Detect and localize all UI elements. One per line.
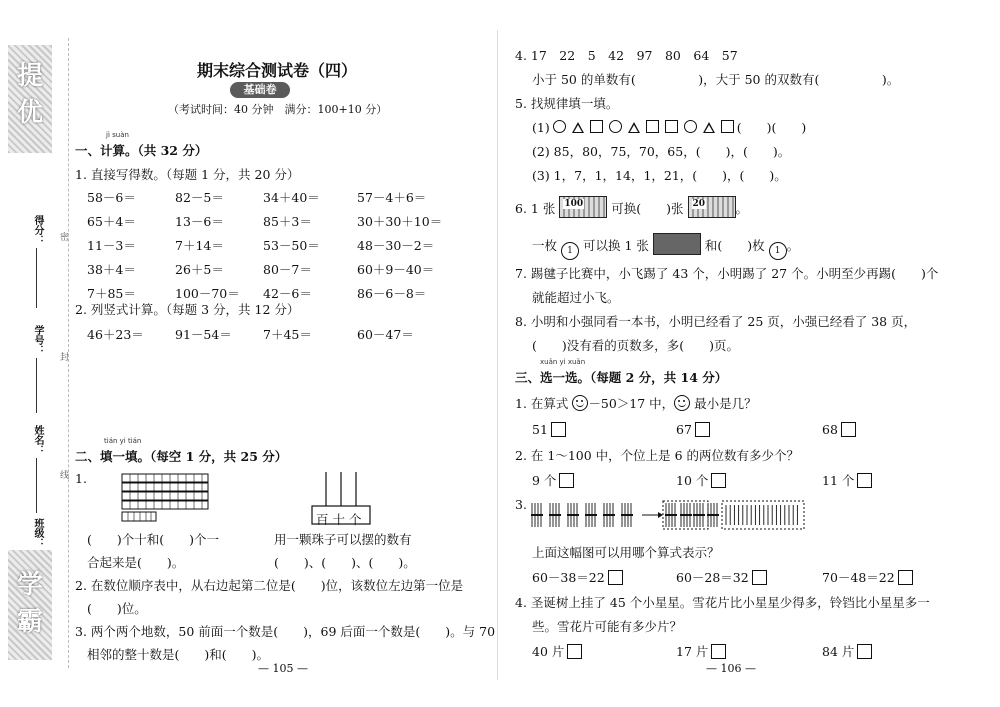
c1-mid: －50＞17 中， bbox=[588, 396, 675, 411]
smiley-face-icon bbox=[572, 395, 588, 411]
coin-1-yuan-icon: 1 bbox=[561, 242, 579, 260]
score-field-line bbox=[36, 248, 37, 308]
q5-title: 5. 找规律填一填。 bbox=[515, 96, 619, 111]
section1-pinyin: jì suàn bbox=[106, 131, 129, 139]
calc-item: 80－7＝ bbox=[263, 262, 312, 277]
answer-box[interactable] bbox=[695, 422, 710, 437]
calc-item: 7＋14＝ bbox=[175, 238, 224, 253]
c4-option-label: 17 片 bbox=[676, 644, 709, 659]
calc-item: 11－3＝ bbox=[87, 238, 136, 253]
c3-option[interactable] bbox=[822, 568, 913, 586]
vertical-calc-item: 7＋45＝ bbox=[263, 327, 312, 342]
q5-line1 bbox=[532, 118, 806, 136]
banknote-100-value: 100 bbox=[564, 199, 584, 209]
base-ten-blocks-figure bbox=[118, 470, 228, 528]
fill1-line-c: 用一颗珠子可以摆的数有 bbox=[274, 532, 412, 547]
calc-item: 53－50＝ bbox=[263, 238, 320, 253]
q8-line-b: ( )没有看的页数多，多( )页。 bbox=[532, 338, 740, 353]
c2-option-label: 9 个 bbox=[532, 473, 557, 488]
q6-b-pre: 一枚 bbox=[532, 238, 558, 253]
c3-question: 上面这幅图可以用哪个算式表示？ bbox=[532, 545, 720, 560]
page-number-right: — 106 — bbox=[706, 662, 756, 675]
square-shape-icon bbox=[665, 120, 678, 133]
c1-pre: 1. 在算式 bbox=[515, 396, 569, 411]
c2-option-label: 11 个 bbox=[822, 473, 855, 488]
tri-shape-icon bbox=[703, 122, 715, 133]
score-field-label: 得分： bbox=[32, 215, 43, 245]
exam-level-badge: 基础卷 bbox=[230, 82, 290, 98]
shape-sequence bbox=[550, 120, 737, 135]
fill1-line-a: ( )个十和( )个一 bbox=[87, 532, 220, 547]
c1-end: 最小是几？ bbox=[694, 396, 757, 411]
square-shape-icon bbox=[721, 120, 734, 133]
c3-option-label: 70－48＝22 bbox=[822, 570, 895, 585]
q5-line1-prefix: (1) bbox=[532, 120, 550, 135]
calc-item: 82－5＝ bbox=[175, 190, 224, 205]
answer-box[interactable] bbox=[711, 644, 726, 659]
calc-item: 7＋85＝ bbox=[87, 286, 136, 301]
q5-line1-suffix: ( )( ) bbox=[736, 120, 807, 135]
c4-option-label: 40 片 bbox=[532, 644, 565, 659]
banknote-100-icon bbox=[559, 196, 607, 218]
answer-box[interactable] bbox=[711, 473, 726, 488]
exam-title: 期末综合测试卷（四） bbox=[197, 61, 358, 80]
answer-box[interactable] bbox=[559, 473, 574, 488]
answer-box[interactable] bbox=[551, 422, 566, 437]
coin-1-icon: 1 bbox=[769, 242, 787, 260]
circle-shape-icon bbox=[609, 120, 622, 133]
answer-box[interactable] bbox=[567, 644, 582, 659]
binding-sidebar bbox=[0, 0, 68, 707]
answer-box[interactable] bbox=[608, 570, 623, 585]
name-field-label: 姓名： bbox=[32, 425, 43, 455]
sidebar-bottom-banner bbox=[8, 550, 52, 660]
fill2-line-b: ( )位。 bbox=[87, 601, 147, 616]
q6-b-mid: 可以换 1 张 bbox=[582, 238, 649, 253]
sidebar-bottom-label: 学霸 bbox=[16, 570, 43, 637]
abacus-place-labels: 百十个 bbox=[316, 512, 366, 527]
q7-line-a: 7. 踢毽子比赛中，小飞踢了 43 个，小明踢了 27 个。小明至少再踢( )个 bbox=[515, 266, 939, 281]
c3-option[interactable] bbox=[532, 568, 623, 586]
c1-option-label: 68 bbox=[822, 422, 838, 437]
answer-box[interactable] bbox=[752, 570, 767, 585]
q1-instruction: 1. 直接写得数。（每题 1 分，共 20 分） bbox=[75, 167, 300, 182]
c3-option-label: 60－28＝32 bbox=[676, 570, 749, 585]
q4-text: 小于 50 的单数有( )，大于 50 的双数有( )。 bbox=[532, 72, 900, 87]
q6-b-end: 。 bbox=[786, 238, 800, 253]
calc-item: 60＋9－40＝ bbox=[357, 262, 435, 277]
c2-option[interactable] bbox=[822, 471, 872, 489]
seal-char-xian: 线 bbox=[60, 471, 70, 481]
c2-option[interactable] bbox=[532, 471, 574, 489]
c1-question bbox=[515, 394, 757, 412]
c4-line-a: 4. 圣诞树上挂了 45 个小星星。雪花片比小星星少得多，铃铛比小星星多一 bbox=[515, 595, 930, 610]
calc-item: 38＋4＝ bbox=[87, 262, 136, 277]
section3-heading: 三、选一选。（每题 2 分，共 14 分） bbox=[515, 370, 728, 385]
fill1-line-b: 合起来是( )。 bbox=[87, 555, 185, 570]
seal-char-mi: 密 bbox=[60, 233, 70, 243]
student-id-field-line bbox=[36, 358, 37, 413]
calc-item: 30＋30＋10＝ bbox=[357, 214, 443, 229]
q8-line-a: 8. 小明和小强同看一本书，小明已经看了 25 页，小强已经看了 38 页， bbox=[515, 314, 917, 329]
c1-option[interactable] bbox=[676, 422, 710, 437]
c3-option-label: 60－38＝22 bbox=[532, 570, 605, 585]
section3-pinyin: xuǎn yi xuǎn bbox=[540, 358, 586, 366]
fill1-line-d: ( )、( )、( )。 bbox=[274, 555, 416, 570]
fill2-line-a: 2. 在数位顺序表中，从右边起第二位是( )位，该数位左边第一位是 bbox=[75, 578, 464, 593]
section1-heading: 一、计算。（共 32 分） bbox=[75, 143, 208, 158]
c3-option[interactable] bbox=[676, 568, 767, 586]
square-shape-icon bbox=[590, 120, 603, 133]
c4-option[interactable] bbox=[676, 642, 726, 660]
q2-instruction: 2. 列竖式计算。（每题 3 分，共 12 分） bbox=[75, 302, 300, 317]
c1-option[interactable] bbox=[822, 422, 856, 437]
calc-item: 65＋4＝ bbox=[87, 214, 136, 229]
c4-line-b: 些。雪花片可能有多少片？ bbox=[532, 619, 683, 634]
smiley-face-icon bbox=[674, 395, 690, 411]
vertical-calc-item: 91－54＝ bbox=[175, 327, 232, 342]
answer-box[interactable] bbox=[841, 422, 856, 437]
circle-shape-icon bbox=[553, 120, 566, 133]
calc-item: 86－6－8＝ bbox=[357, 286, 427, 301]
page-divider bbox=[497, 30, 498, 680]
q5-line3: (3) 1，7，1，14，1，21，( )，( )。 bbox=[532, 168, 787, 183]
banknote-icon bbox=[653, 233, 701, 255]
c3-number: 3. bbox=[515, 497, 527, 512]
section2-heading: 二、填一填。（每空 1 分，共 25 分） bbox=[75, 449, 288, 464]
name-field-line bbox=[36, 458, 37, 513]
q6-a-mid: 可换( )张 bbox=[611, 201, 684, 216]
calc-item: 34＋40＝ bbox=[263, 190, 320, 205]
banknote-20-value: 20 bbox=[692, 199, 706, 209]
calc-item: 57－4＋6＝ bbox=[357, 190, 427, 205]
answer-box[interactable] bbox=[898, 570, 913, 585]
calc-item: 13－6＝ bbox=[175, 214, 224, 229]
c1-option[interactable] bbox=[532, 422, 566, 437]
c2-question: 2. 在 1～100 中，个位上是 6 的两位数有多少个？ bbox=[515, 448, 800, 463]
c1-option-label: 67 bbox=[676, 422, 692, 437]
q4-number-list: 4. 17 22 5 42 97 80 64 57 bbox=[515, 48, 738, 63]
fill3-line-a: 3. 两个两个地数，50 前面一个数是( )，69 后面一个数是( )。与 70 bbox=[75, 624, 496, 639]
q6-line-a bbox=[515, 196, 748, 218]
q5-line2: (2) 85，80，75，70，65，( )，( )。 bbox=[532, 144, 791, 159]
page-number-left: — 105 — bbox=[258, 662, 308, 675]
class-field-label: 班级： bbox=[32, 518, 43, 548]
q7-line-b: 就能超过小飞。 bbox=[532, 290, 620, 305]
stick-bundles-figure bbox=[530, 500, 840, 532]
exam-subtitle: （考试时间：40 分钟 满分：100+10 分） bbox=[168, 103, 388, 116]
calc-item: 48－30－2＝ bbox=[357, 238, 435, 253]
banknote-20-icon bbox=[688, 196, 736, 218]
section2-pinyin: tián yi tián bbox=[104, 437, 142, 445]
sidebar-top-banner bbox=[8, 45, 52, 153]
c4-option-label: 84 片 bbox=[822, 644, 855, 659]
circle-shape-icon bbox=[684, 120, 697, 133]
sidebar-top-label: 提优 bbox=[16, 61, 43, 128]
student-id-field-label: 学号： bbox=[32, 325, 43, 355]
fill3-line-b: 相邻的整十数是( )和( )。 bbox=[87, 647, 270, 662]
tri-shape-icon bbox=[628, 122, 640, 133]
c1-option-label: 51 bbox=[532, 422, 548, 437]
c4-option[interactable] bbox=[822, 642, 872, 660]
calc-item: 100－70＝ bbox=[175, 286, 240, 301]
q6-a-pre: 6. 1 张 bbox=[515, 201, 556, 216]
c4-option[interactable] bbox=[532, 642, 582, 660]
calc-item: 85＋3＝ bbox=[263, 214, 312, 229]
square-shape-icon bbox=[646, 120, 659, 133]
calc-item: 42－6＝ bbox=[263, 286, 312, 301]
q6-a-end: 。 bbox=[735, 201, 749, 216]
c2-option[interactable] bbox=[676, 471, 726, 489]
cut-line bbox=[68, 38, 69, 668]
answer-box[interactable] bbox=[857, 644, 872, 659]
q6-line-b bbox=[532, 233, 799, 260]
q6-b-mid2: 和( )枚 bbox=[704, 238, 765, 253]
calc-item: 26＋5＝ bbox=[175, 262, 224, 277]
vertical-calc-item: 46＋23＝ bbox=[87, 327, 144, 342]
fill1-number: 1. bbox=[75, 471, 87, 486]
calc-item: 58－6＝ bbox=[87, 190, 136, 205]
seal-char-feng: 封 bbox=[60, 353, 70, 363]
tri-shape-icon bbox=[572, 122, 584, 133]
vertical-calc-item: 60－47＝ bbox=[357, 327, 414, 342]
answer-box[interactable] bbox=[857, 473, 872, 488]
c2-option-label: 10 个 bbox=[676, 473, 709, 488]
